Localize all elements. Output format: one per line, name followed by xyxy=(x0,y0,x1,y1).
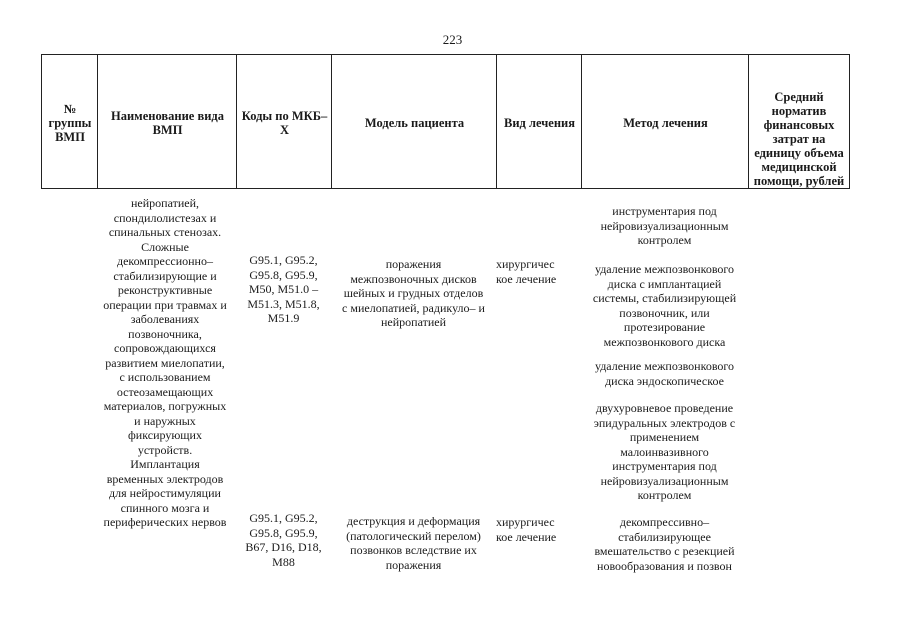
header-divider xyxy=(97,54,98,189)
header-average-cost: Средний норматив финансовых затрат на единицу объема медицинской помощи, рублей xyxy=(753,90,845,188)
header-divider xyxy=(496,54,497,189)
header-group-number: № группы ВМП xyxy=(48,101,92,144)
hmc-name-cell: нейропатией, спондилолистезах и спинальных стенозах. Сложные декомпрессионно– стабилизирующие и реконструктивные операции при травмах и заболеваниях позвоночника, сопровождающихся развитием миелопатии, с использованием остеозамещающих материалов, погружных и наружных фиксирующих устройств. Имплантация временных электродов для нейростимуляции спинного мозга и периферических нервов xyxy=(103,196,227,529)
treatment-method-cell: декомпрессивно– стабилизирующее вмешательство с резекцией новообразования и позвон xyxy=(594,515,735,573)
table-header xyxy=(41,54,850,189)
icd-codes-cell: G95.1, G95.2, G95.8, G95.9, M50, M51.0 – M51.3, M51.8, M51.9 xyxy=(247,253,320,325)
treatment-method-cell: удаление межпозвонкового диска эндоскопическое xyxy=(594,359,735,388)
treatment-method-cell: двухуровневое проведение эпидуральных электродов с применением малоинвазивного инструментария под нейровизуализационным контролем xyxy=(593,401,736,502)
header-divider xyxy=(236,54,237,189)
icd-codes-cell: G95.1, G95.2, G95.8, G95.9, B67, D16, D18, M88 xyxy=(245,511,322,569)
header-treatment-type: Вид лечения xyxy=(503,115,575,130)
header-patient-model: Модель пациента xyxy=(364,115,465,130)
header-icd-codes: Коды по МКБ–X xyxy=(241,108,328,137)
treatment-method-cell: удаление межпозвонкового диска с имплантацией системы, стабилизирующей позвоночник, или протезирование межпозвонкового диска xyxy=(592,262,737,349)
header-divider xyxy=(331,54,332,189)
patient-model-cell: деструкция и деформация (патологический перелом) позвонков вследствие их поражения xyxy=(346,514,481,572)
header-divider xyxy=(748,54,749,189)
header-divider xyxy=(581,54,582,189)
treatment-type-cell: хирургичес кое лечение xyxy=(496,257,557,286)
patient-model-cell: поражения межпозвоночных дисков шейных и грудных отделов с миелопатией, радикуло– и нейропатией xyxy=(342,257,485,329)
treatment-method-cell: инструментария под нейровизуализационным контролем xyxy=(600,204,729,247)
treatment-type-cell: хирургичес кое лечение xyxy=(496,515,557,544)
header-hmc-type: Наименование вида ВМП xyxy=(111,108,224,137)
header-treatment-method: Метод лечения xyxy=(623,115,708,130)
page-number: 223 xyxy=(442,32,463,47)
